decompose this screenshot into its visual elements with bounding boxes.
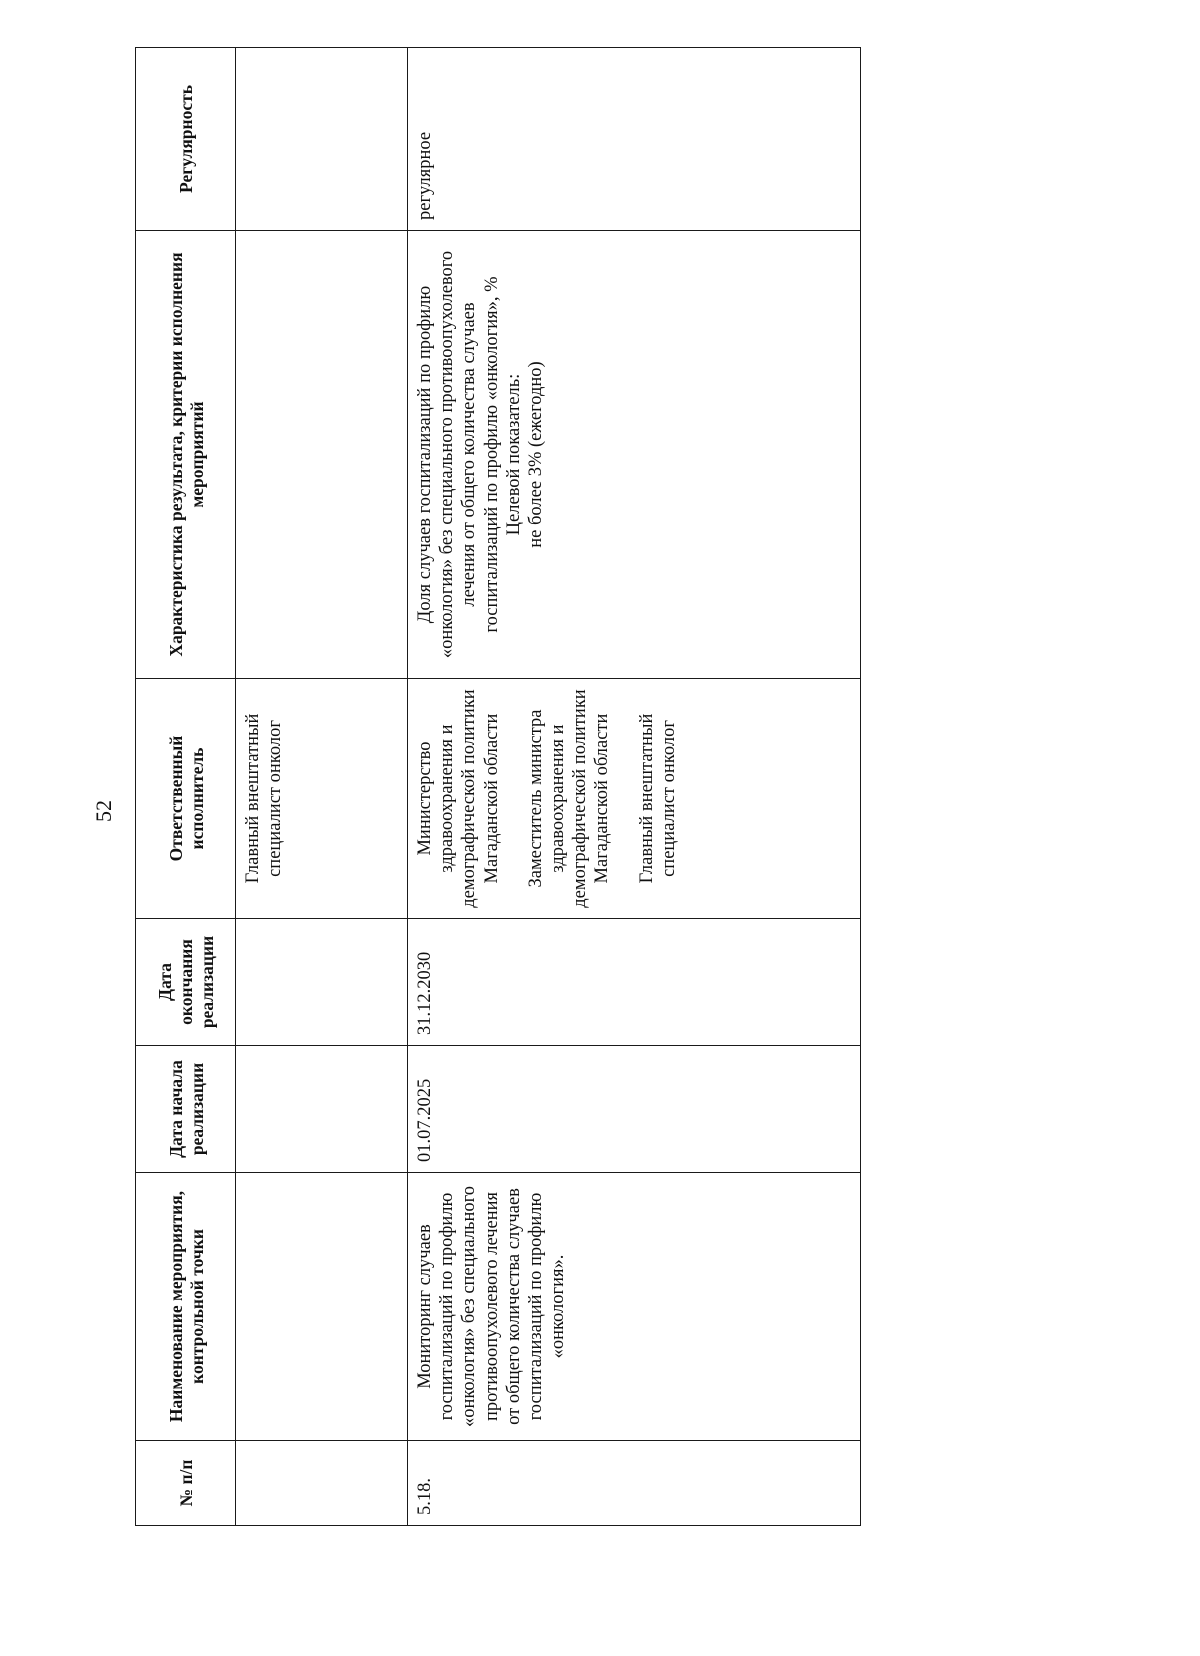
row-result-cell <box>408 231 861 679</box>
target-value: не более 3% (ежегодно) <box>525 361 546 548</box>
cont-name-cell <box>236 1173 408 1441</box>
cont-result-cell <box>236 231 408 679</box>
events-table <box>135 47 861 1526</box>
header-name: Наименование мероприятия, контрольной точки <box>136 1173 236 1441</box>
header-start-date: Дата начала реализации <box>136 1046 236 1173</box>
header-end-date: Дата окончания реализации <box>136 919 236 1046</box>
header-executor: Ответственный исполнитель <box>136 679 236 919</box>
executor-chief-oncologist: Главный внештатный специалист онколог <box>636 713 679 884</box>
header-regularity: Регулярность <box>136 48 236 231</box>
row-start-date-cell: 01.07.2025 <box>408 1046 861 1173</box>
cont-start-cell <box>236 1046 408 1173</box>
header-num: № п/п <box>136 1441 236 1526</box>
rotated-page-content <box>135 48 860 1526</box>
row-end-date-cell: 31.12.2030 <box>408 919 861 1046</box>
target-label: Целевой показатель: <box>503 373 524 536</box>
table-row <box>408 48 861 1526</box>
executor-ministry: Министерство здравоохранения и демографической политики Магаданской области <box>415 689 502 908</box>
cont-regularity-cell <box>236 48 408 231</box>
result-description: Доля случаев госпитализаций по профилю «онкология» без специального противоопухолевого лечения от общего количества случаев госпитализаций по профилю «онкология», % <box>415 250 502 659</box>
cont-num-cell <box>236 1441 408 1526</box>
row-regularity-cell: регулярное <box>408 48 861 231</box>
table-header-row <box>136 48 236 1526</box>
continuation-row <box>236 48 408 1526</box>
page-number: 52 <box>91 800 116 822</box>
row-executor-cell <box>408 679 861 919</box>
cont-executor-cell: Главный внештатный специалист онколог <box>236 679 408 919</box>
executor-deputy-minister: Заместитель министра здравоохранения и демографической политики Магаданской области <box>525 689 613 908</box>
header-result: Характеристика результата, критерии исполнения мероприятий <box>136 231 236 679</box>
cont-end-cell <box>236 919 408 1046</box>
row-name-cell: Мониторинг случаев госпитализаций по профилю «онкология» без специального противоопухолевого лечения от общего количества случаев госпитализаций по профилю «онкология». <box>408 1173 861 1441</box>
row-num-cell: 5.18. <box>408 1441 861 1526</box>
